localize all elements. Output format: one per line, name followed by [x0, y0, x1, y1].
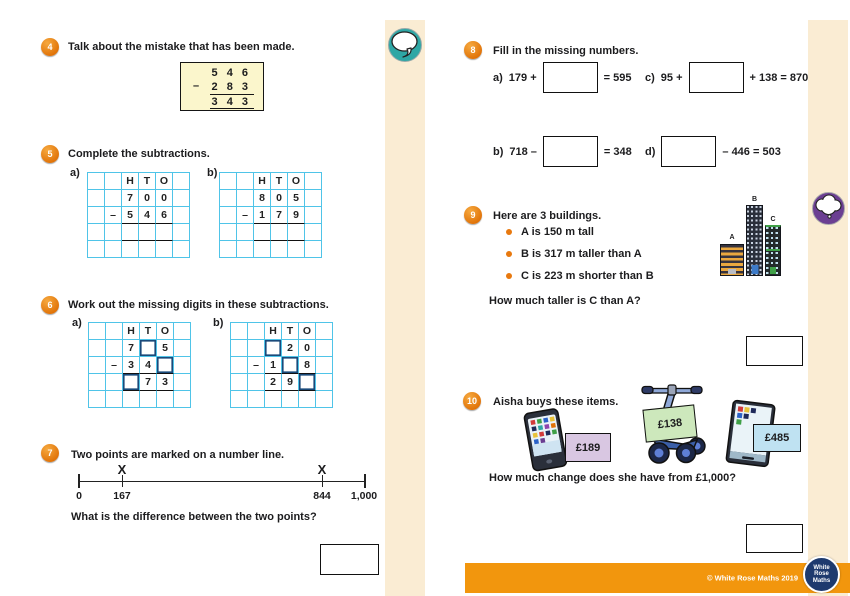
- grid-empty-cell: [305, 190, 322, 207]
- grid-digit-cell: O: [156, 173, 173, 190]
- logo-line-3: Maths: [812, 577, 831, 584]
- bullet-dot: [506, 229, 512, 235]
- center-margin-strip: [385, 20, 425, 596]
- copyright-text: © White Rose Maths 2019: [707, 573, 798, 583]
- q9-bullet-c-text: C is 223 m shorter than B: [521, 270, 654, 282]
- grid-empty-cell: [106, 340, 123, 357]
- logo-line-1: White: [813, 564, 830, 571]
- number-line-end-tick: [364, 474, 366, 488]
- grid-digit-cell: H: [254, 173, 271, 190]
- question-5-badge: 5: [41, 145, 59, 163]
- grid-empty-cell: [89, 391, 106, 408]
- q7-answer-box[interactable]: [320, 544, 379, 575]
- grid-empty-cell: [220, 190, 237, 207]
- grid-empty-cell: [220, 224, 237, 241]
- q10-answer-box[interactable]: [746, 524, 803, 553]
- grid-empty-cell: [220, 241, 237, 258]
- number-line-start-tick: [78, 474, 80, 488]
- grid-empty-cell: [316, 391, 333, 408]
- grid-digit-cell: 0: [271, 190, 288, 207]
- building-a: [720, 244, 744, 276]
- grid-empty-cell: [106, 323, 123, 340]
- grid-digit-cell: 1: [254, 207, 271, 224]
- tick-label-167: 167: [113, 490, 131, 502]
- q8a-label: a): [493, 71, 503, 84]
- phone-price-tag: £189: [565, 433, 611, 462]
- missing-digit-cell[interactable]: [140, 340, 157, 357]
- q8c-missing-number-box[interactable]: [689, 62, 744, 93]
- tablet-price-tag: £485: [753, 424, 801, 452]
- grid-digit-cell: 7: [140, 374, 157, 391]
- grid-empty-cell: [288, 241, 305, 258]
- q4-difference: 3 4 3: [211, 96, 251, 108]
- grid-empty-cell: [174, 357, 191, 374]
- q8c-label: c): [645, 71, 655, 84]
- footer-bar: [465, 563, 850, 593]
- grid-empty-cell: [88, 190, 105, 207]
- q8b-missing-number-box[interactable]: [543, 136, 598, 167]
- grid-digit-cell: T: [282, 323, 299, 340]
- grid-empty-cell: [248, 323, 265, 340]
- q4-bottom-line: [210, 108, 254, 109]
- right-margin-strip: [808, 20, 848, 596]
- question-7-prompt: Two points are marked on a number line.: [71, 449, 285, 461]
- q6b-place-value-grid: [230, 322, 333, 408]
- grid-empty-cell: [248, 374, 265, 391]
- grid-empty-cell: [88, 207, 105, 224]
- question-9-badge: 9: [464, 206, 482, 224]
- grid-empty-cell: [316, 374, 333, 391]
- grid-empty-cell: [220, 207, 237, 224]
- grid-digit-cell: T: [140, 323, 157, 340]
- grid-empty-cell: [106, 374, 123, 391]
- grid-empty-cell: [89, 374, 106, 391]
- grid-empty-cell: [105, 224, 122, 241]
- q8-part-a: [493, 61, 631, 94]
- building-c-label: C: [770, 216, 776, 223]
- grid-empty-cell: [237, 241, 254, 258]
- q5-part-b-label: b): [207, 167, 218, 179]
- q8a-missing-number-box[interactable]: [543, 62, 598, 93]
- grid-digit-cell: 3: [157, 374, 174, 391]
- q10-question: How much change does she have from £1,000?: [489, 472, 736, 484]
- grid-empty-cell: [174, 374, 191, 391]
- grid-digit-cell: T: [139, 173, 156, 190]
- grid-empty-cell: [271, 241, 288, 258]
- q7-question: What is the difference between the two points?: [71, 511, 317, 523]
- grid-digit-cell: 5: [288, 190, 305, 207]
- question-5-prompt: Complete the subtractions.: [68, 148, 210, 160]
- grid-empty-cell: [237, 224, 254, 241]
- building-c-door: [770, 267, 776, 274]
- question-8-prompt: Fill in the missing numbers.: [493, 45, 639, 57]
- grid-digit-cell: –: [248, 357, 265, 374]
- number-line: [72, 462, 378, 508]
- q8a-expression: 179 +: [508, 71, 537, 84]
- grid-empty-cell: [305, 173, 322, 190]
- bullet-dot: [506, 273, 512, 279]
- grid-empty-cell: [231, 323, 248, 340]
- grid-empty-cell: [106, 391, 123, 408]
- grid-digit-cell: –: [106, 357, 123, 374]
- grid-empty-cell: [254, 241, 271, 258]
- grid-empty-cell: [156, 224, 173, 241]
- grid-digit-cell: O: [299, 323, 316, 340]
- bullet-dot: [506, 251, 512, 257]
- question-10-prompt: Aisha buys these items.: [493, 396, 619, 408]
- grid-empty-cell: [237, 190, 254, 207]
- grid-empty-cell: [122, 224, 139, 241]
- q8a-result: = 595: [603, 71, 632, 84]
- grid-empty-cell: [288, 224, 305, 241]
- grid-empty-cell: [122, 241, 139, 258]
- q8c-expression: 95 +: [660, 71, 683, 84]
- grid-empty-cell: [248, 391, 265, 408]
- grid-digit-cell: 5: [122, 207, 139, 224]
- missing-digit-cell[interactable]: [299, 374, 316, 391]
- grid-empty-cell: [105, 241, 122, 258]
- question-9-prompt: Here are 3 buildings.: [493, 210, 602, 222]
- question-4-badge: 4: [41, 38, 59, 56]
- building-b-label: B: [751, 196, 758, 203]
- tick-label-844: 844: [313, 490, 331, 502]
- grid-empty-cell: [139, 224, 156, 241]
- building-c: [765, 225, 781, 276]
- building-c-green-stripe: [766, 249, 780, 251]
- grid-digit-cell: –: [105, 207, 122, 224]
- grid-digit-cell: 4: [140, 357, 157, 374]
- grid-empty-cell: [305, 224, 322, 241]
- question-10-badge: 10: [463, 392, 481, 410]
- missing-digit-cell[interactable]: [265, 340, 282, 357]
- q5b-place-value-grid: [219, 172, 322, 258]
- q8c-result: + 138 = 870: [749, 71, 809, 84]
- grid-empty-cell: [299, 391, 316, 408]
- grid-digit-cell: 7: [122, 190, 139, 207]
- q5-part-a-label: a): [70, 167, 80, 179]
- grid-digit-cell: H: [123, 323, 140, 340]
- grid-empty-cell: [88, 241, 105, 258]
- grid-digit-cell: 8: [299, 357, 316, 374]
- grid-empty-cell: [231, 357, 248, 374]
- grid-empty-cell: [237, 173, 254, 190]
- grid-empty-cell: [89, 357, 106, 374]
- grid-empty-cell: [139, 241, 156, 258]
- q8-part-d: [645, 135, 781, 168]
- grid-digit-cell: T: [271, 173, 288, 190]
- grid-digit-cell: 9: [282, 374, 299, 391]
- grid-digit-cell: 4: [139, 207, 156, 224]
- grid-empty-cell: [89, 340, 106, 357]
- question-6-badge: 6: [41, 296, 59, 314]
- grid-digit-cell: H: [265, 323, 282, 340]
- grid-empty-cell: [89, 323, 106, 340]
- grid-empty-cell: [282, 391, 299, 408]
- grid-digit-cell: O: [288, 173, 305, 190]
- grid-empty-cell: [265, 391, 282, 408]
- tick-label-0: 0: [76, 490, 82, 502]
- question-7-badge: 7: [41, 444, 59, 462]
- q8d-result: – 446 = 503: [722, 145, 781, 158]
- q9-question: How much taller is C than A?: [489, 295, 641, 307]
- grid-empty-cell: [157, 391, 174, 408]
- q9-bullet-b-text: B is 317 m taller than A: [521, 248, 642, 260]
- grid-empty-cell: [220, 173, 237, 190]
- grid-digit-cell: 9: [288, 207, 305, 224]
- building-b: [746, 205, 763, 276]
- q9-bullet-a: [506, 225, 594, 239]
- grid-digit-cell: 1: [265, 357, 282, 374]
- grid-digit-cell: O: [157, 323, 174, 340]
- grid-empty-cell: [305, 207, 322, 224]
- tick-label-1000: 1,000: [350, 490, 378, 502]
- grid-empty-cell: [231, 374, 248, 391]
- grid-empty-cell: [88, 173, 105, 190]
- point-1-x-mark: X: [117, 462, 127, 477]
- grid-digit-cell: 8: [254, 190, 271, 207]
- q8b-label: b): [493, 145, 504, 158]
- q4-subtraction-box: [180, 62, 264, 111]
- question-8-badge: 8: [464, 41, 482, 59]
- grid-empty-cell: [123, 391, 140, 408]
- grid-empty-cell: [271, 224, 288, 241]
- grid-empty-cell: [254, 224, 271, 241]
- grid-digit-cell: 2: [265, 374, 282, 391]
- q9-bullet-b: [506, 247, 642, 261]
- buildings-illustration: [712, 196, 784, 280]
- grid-empty-cell: [173, 173, 190, 190]
- grid-empty-cell: [231, 340, 248, 357]
- talk-bubble-icon: [387, 27, 423, 63]
- q5a-place-value-grid: [87, 172, 190, 258]
- grid-empty-cell: [105, 173, 122, 190]
- grid-empty-cell: [140, 391, 157, 408]
- grid-digit-cell: 3: [123, 357, 140, 374]
- q8b-result: = 348: [603, 145, 632, 158]
- q9-bullet-a-text: A is 150 m tall: [521, 226, 594, 238]
- q9-answer-box[interactable]: [746, 336, 803, 366]
- grid-empty-cell: [316, 340, 333, 357]
- grid-empty-cell: [173, 224, 190, 241]
- grid-empty-cell: [88, 224, 105, 241]
- missing-digit-cell[interactable]: [282, 357, 299, 374]
- scooter-price-tag: £138: [642, 404, 697, 442]
- building-a-label: A: [729, 234, 735, 241]
- grid-empty-cell: [316, 357, 333, 374]
- grid-empty-cell: [173, 207, 190, 224]
- grid-empty-cell: [305, 241, 322, 258]
- grid-digit-cell: 0: [139, 190, 156, 207]
- question-4-prompt: Talk about the mistake that has been made.: [68, 41, 295, 53]
- grid-empty-cell: [316, 323, 333, 340]
- grid-empty-cell: [174, 323, 191, 340]
- q4-subtrahend: 2 8 3: [211, 81, 251, 93]
- logo-line-2: Rose: [814, 571, 829, 578]
- q8d-missing-number-box[interactable]: [661, 136, 716, 167]
- grid-digit-cell: –: [237, 207, 254, 224]
- grid-empty-cell: [231, 391, 248, 408]
- white-rose-maths-logo: [803, 556, 840, 593]
- grid-digit-cell: 7: [123, 340, 140, 357]
- q8d-label: d): [645, 145, 656, 158]
- grid-empty-cell: [174, 340, 191, 357]
- q8b-expression: 718 –: [509, 145, 537, 158]
- grid-digit-cell: 5: [157, 340, 174, 357]
- point-2-x-mark: X: [317, 462, 327, 477]
- missing-digit-cell[interactable]: [123, 374, 140, 391]
- missing-digit-cell[interactable]: [157, 357, 174, 374]
- q8-part-c: [645, 61, 808, 94]
- q4-minuend: 5 4 6: [211, 67, 251, 79]
- building-b-door: [751, 265, 758, 274]
- think-cloud-icon: [811, 191, 846, 226]
- grid-empty-cell: [156, 241, 173, 258]
- grid-digit-cell: 7: [271, 207, 288, 224]
- grid-empty-cell: [105, 190, 122, 207]
- grid-digit-cell: 2: [282, 340, 299, 357]
- q4-minus-sign: –: [193, 80, 200, 92]
- q6-part-a-label: a): [72, 317, 82, 329]
- building-a-door: [728, 269, 736, 274]
- grid-digit-cell: 6: [156, 207, 173, 224]
- question-6-prompt: Work out the missing digits in these subtractions.: [68, 299, 329, 311]
- grid-digit-cell: H: [122, 173, 139, 190]
- grid-empty-cell: [173, 190, 190, 207]
- q8-part-b: [493, 135, 632, 168]
- grid-empty-cell: [248, 340, 265, 357]
- grid-empty-cell: [173, 241, 190, 258]
- grid-empty-cell: [174, 391, 191, 408]
- q6-part-b-label: b): [213, 317, 224, 329]
- grid-digit-cell: 0: [156, 190, 173, 207]
- q9-bullet-c: [506, 269, 654, 283]
- q6a-place-value-grid: [88, 322, 191, 408]
- grid-digit-cell: 0: [299, 340, 316, 357]
